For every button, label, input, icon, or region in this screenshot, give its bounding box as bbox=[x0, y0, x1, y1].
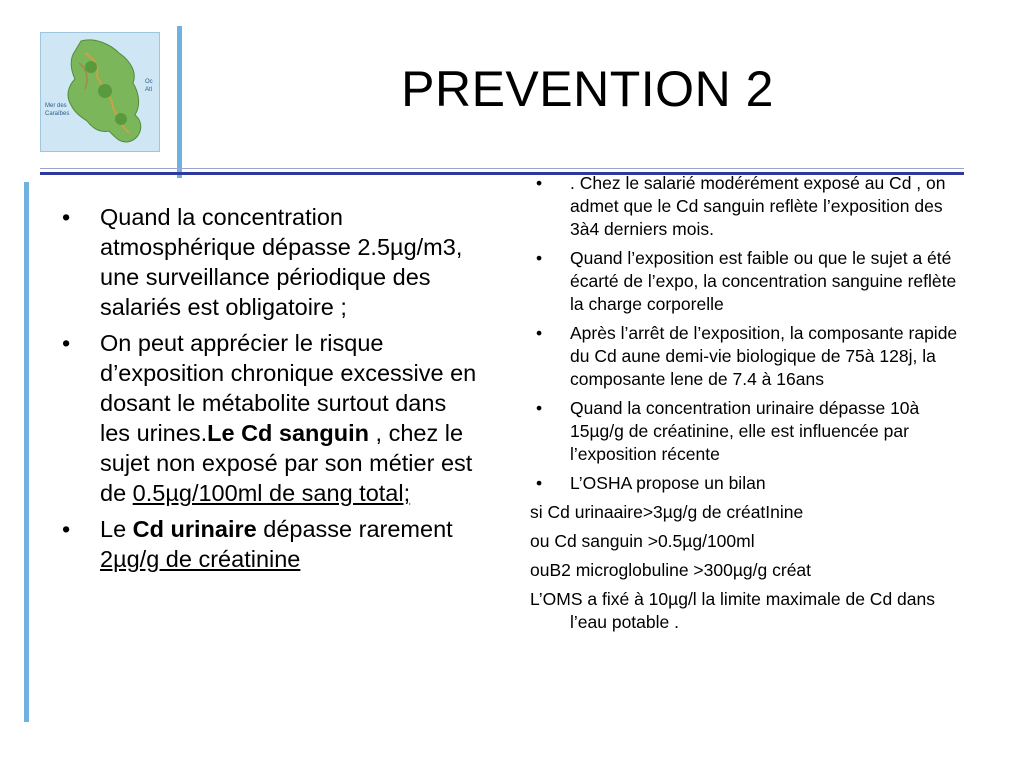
right-bullet-5 bbox=[530, 472, 970, 495]
island-map-image bbox=[40, 32, 160, 152]
left-bullet-2-text: On peut apprécier le risque d’exposition chronique excessive en dosant le métabolite surtout dans les urines. bbox=[100, 330, 477, 446]
left-bullet-3-underlined: 2µg/g de créatinine bbox=[100, 546, 301, 572]
right-bullet-3-text: Après l’arrêt de l’exposition, la composante rapide du Cd aune demi-vie biologique de 75à 128j, la composante lene de 7.4 à 16ans bbox=[570, 323, 958, 389]
right-line-3: ouB2 microglobuline >300µg/g créat bbox=[530, 560, 812, 580]
slide-title: PREVENTION 2 bbox=[401, 61, 774, 117]
right-bullet-1-text: . Chez le salarié modérément exposé au Cd , on admet que le Cd sanguin reflète l’exposition des 3à4 derniers mois. bbox=[570, 173, 946, 239]
left-bullet-1 bbox=[52, 202, 482, 322]
left-bullet-3 bbox=[52, 514, 482, 574]
bullet-dot: • bbox=[536, 248, 543, 268]
accent-bar-top bbox=[177, 26, 182, 178]
left-bullet-3-bold: Cd urinaire bbox=[132, 516, 257, 542]
left-bullet-2-bold: Le Cd sanguin bbox=[207, 420, 370, 446]
right-bullet-list bbox=[530, 172, 970, 495]
map-label-ocean: Oc bbox=[145, 79, 153, 85]
left-bullet-1-text: Quand la concentration atmosphérique dépasse 2.5µg/m3, une surveillance périodique des salariés est obligatoire ; bbox=[100, 204, 463, 320]
bullet-dot: • bbox=[62, 204, 71, 230]
right-bullet-4-text: Quand la concentration urinaire dépasse 10à 15µg/g de créatinine, elle est influencée par l’exposition récente bbox=[570, 398, 920, 464]
right-bullet-2 bbox=[530, 247, 970, 316]
bullet-dot: • bbox=[536, 398, 543, 418]
left-bullet-2-text-cont: , chez le sujet non exposé par son métier est de bbox=[100, 420, 473, 506]
bullet-dot: • bbox=[62, 330, 71, 356]
right-line-4: L’OMS a fixé à 10µg/l la limite maximale de Cd dans l’eau potable . bbox=[530, 589, 935, 632]
left-bullet-2 bbox=[52, 328, 482, 508]
right-bullet-4 bbox=[530, 397, 970, 466]
title-rule-light bbox=[40, 168, 964, 169]
map-label-mer: Mer des bbox=[45, 103, 67, 109]
left-bullet-list bbox=[52, 202, 482, 574]
right-bullet-2-text: Quand l’exposition est faible ou que le sujet a été écarté de l’expo, la concentration sanguine reflète la charge corporelle bbox=[570, 248, 957, 314]
right-bullet-1 bbox=[530, 172, 970, 241]
bullet-dot: • bbox=[536, 173, 543, 193]
island-map-icon bbox=[41, 33, 159, 151]
right-line-1: si Cd urinaaire>3µg/g de créatInine bbox=[530, 502, 804, 522]
left-column bbox=[52, 202, 482, 580]
right-column bbox=[530, 172, 970, 640]
map-label-caraibes: Caraïbes bbox=[45, 111, 70, 117]
right-bullet-3 bbox=[530, 322, 970, 391]
bullet-dot: • bbox=[536, 323, 543, 343]
left-bullet-3-text: Le bbox=[100, 516, 133, 542]
left-bullet-3-text-cont: dépasse rarement bbox=[256, 516, 453, 542]
right-line-2: ou Cd sanguin >0.5µg/100ml bbox=[530, 531, 755, 551]
bullet-dot: • bbox=[536, 473, 543, 493]
bullet-dot: • bbox=[62, 516, 71, 542]
accent-bar-left bbox=[24, 182, 29, 722]
right-bullet-5-text: L’OSHA propose un bilan bbox=[570, 473, 766, 493]
left-bullet-2-underlined: 0.5µg/100ml de sang total; bbox=[132, 480, 411, 506]
map-label-atl: Atl bbox=[145, 87, 153, 93]
